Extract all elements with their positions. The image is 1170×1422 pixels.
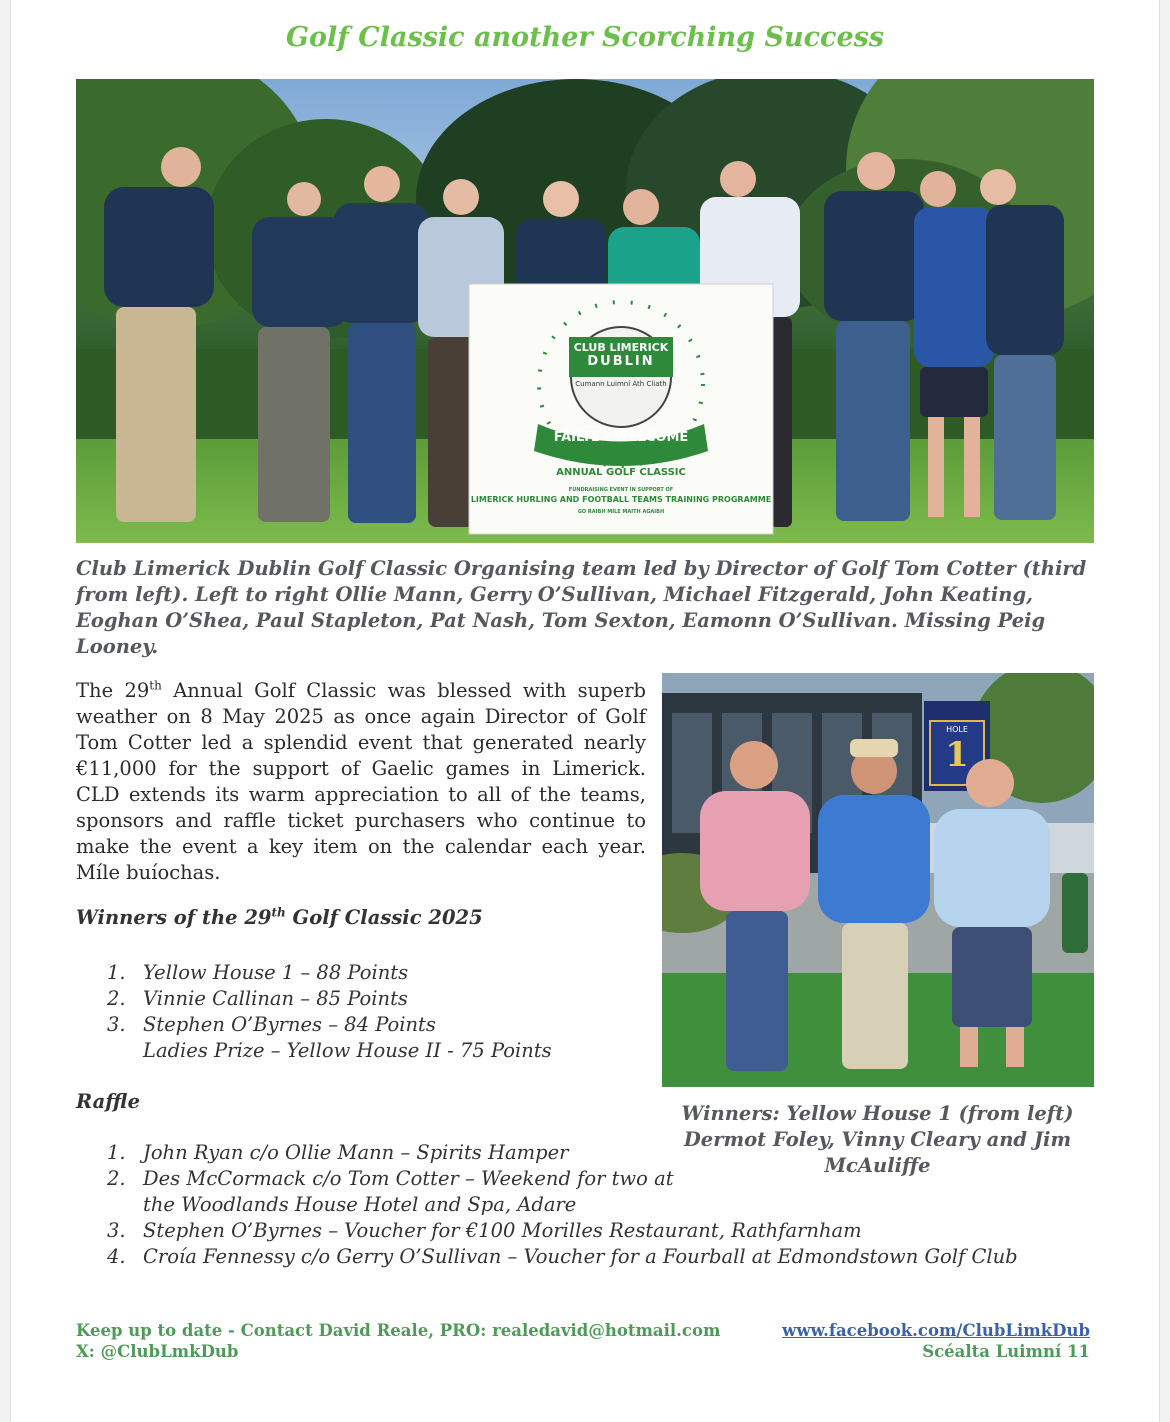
- item-number: 1.: [107, 961, 126, 984]
- list-item: [107, 1012, 627, 1038]
- team-photo-caption: Club Limerick Dublin Golf Classic Organising team led by Director of Golf Tom Cotter (third from left). Left to right Ollie Mann, Gerry O’Sullivan, Michael Fitzgerald, John Keating, Eoghan O’Shea, Paul Stapleton, Pat Nash, Tom Sexton, Eamonn O’Sullivan. Missing Peig Looney.: [76, 557, 1087, 658]
- organising-team-photo: [76, 79, 1094, 543]
- sign-thanks: GO RAIBH MÍLE MAITH AGAIBH: [577, 509, 665, 515]
- winners-heading-end: Golf Classic 2025: [285, 906, 483, 929]
- item-number: 2.: [107, 1167, 126, 1190]
- facebook-link[interactable]: www.facebook.com/ClubLimkDub: [782, 1321, 1090, 1340]
- winners-heading-start: Winners of the 29: [76, 906, 272, 929]
- winners-photo: [662, 673, 1094, 1087]
- item-text: Vinnie Callinan – 85 Points: [143, 987, 408, 1010]
- winners-heading: [76, 906, 483, 929]
- item-number: 4.: [107, 1245, 126, 1268]
- item-text: Croía Fennessy c/o Gerry O’Sullivan – Voucher for a Fourball at Edmondstown Golf Club: [143, 1245, 1018, 1268]
- item-text: Stephen O’Byrnes – 84 Points: [143, 1013, 436, 1036]
- intro-ordinal-suffix: th: [149, 678, 162, 693]
- list-item: [107, 986, 627, 1012]
- footer-contact: Keep up to date - Contact David Reale, PRO: realedavid@hotmail.com: [76, 1321, 721, 1340]
- list-item: [107, 1244, 1087, 1270]
- footer-twitter: X: @ClubLmkDub: [76, 1342, 239, 1361]
- sign-fundraising: FUNDRAISING EVENT IN SUPPORT OF: [568, 487, 674, 493]
- hole-sign-label: HOLE: [946, 725, 968, 734]
- item-number: 2.: [107, 987, 126, 1010]
- list-item: [107, 1166, 683, 1218]
- winners-list: [107, 960, 627, 1064]
- sign-logo-line3: Cumann Luimní Áth Cliath: [575, 380, 667, 388]
- sign-logo-line2: DUBLIN: [587, 354, 655, 369]
- item-text: Yellow House 1 – 88 Points: [143, 961, 409, 984]
- intro-paragraph: [76, 678, 646, 886]
- sign-annual: ANNUAL GOLF CLASSIC: [556, 467, 686, 478]
- page-number: Scéalta Luimní 11: [922, 1342, 1090, 1361]
- item-text: John Ryan c/o Ollie Mann – Spirits Hamper: [143, 1141, 569, 1164]
- hole-sign-number: 1: [945, 735, 969, 775]
- item-text: Ladies Prize – Yellow House II - 75 Points: [143, 1039, 552, 1062]
- article-title: Golf Classic another Scorching Success: [285, 22, 885, 53]
- page-edge-right: [1159, 0, 1170, 1422]
- intro-text-rest: Annual Golf Classic was blessed with superb weather on 8 May 2025 as once again Director of Golf Tom Cotter led a splendid event that generated nearly €11,000 for the support of Gaelic games in Limerick. CLD extends its warm appreciation to all of the teams, sponsors and raffle ticket purchasers who continue to make the event a key item on the calendar each year. Míle buíochas.: [76, 679, 646, 884]
- footer: [76, 1320, 1090, 1362]
- sign-banner: FÁILTE - WELCOME: [553, 430, 689, 445]
- item-number: 3.: [107, 1219, 126, 1242]
- item-text: Des McCormack c/o Tom Cotter – Weekend for two at the Woodlands House Hotel and Spa, Adare: [143, 1167, 674, 1216]
- page-edge-left: [0, 0, 11, 1422]
- winners-heading-suffix: th: [271, 905, 286, 920]
- item-number: 1.: [107, 1141, 126, 1164]
- list-item: [107, 960, 627, 986]
- raffle-heading: Raffle: [76, 1090, 141, 1113]
- sign-to-our: TO OUR: [605, 458, 637, 466]
- list-item: [107, 1038, 627, 1064]
- sign-logo-line1: CLUB LIMERICK: [573, 341, 669, 354]
- item-number: 3.: [107, 1013, 126, 1036]
- list-item: [107, 1218, 1087, 1244]
- item-text: Stephen O’Byrnes – Voucher for €100 Morilles Restaurant, Rathfarnham: [143, 1219, 862, 1242]
- intro-text-start: The 29: [76, 679, 150, 702]
- sign-programme: LIMERICK HURLING AND FOOTBALL TEAMS TRAINING PROGRAMME: [470, 495, 772, 504]
- welcome-sign: [469, 284, 773, 534]
- winners-photo-caption: Winners: Yellow House 1 (from left) Dermot Foley, Vinny Cleary and Jim McAuliffe: [681, 1102, 1074, 1177]
